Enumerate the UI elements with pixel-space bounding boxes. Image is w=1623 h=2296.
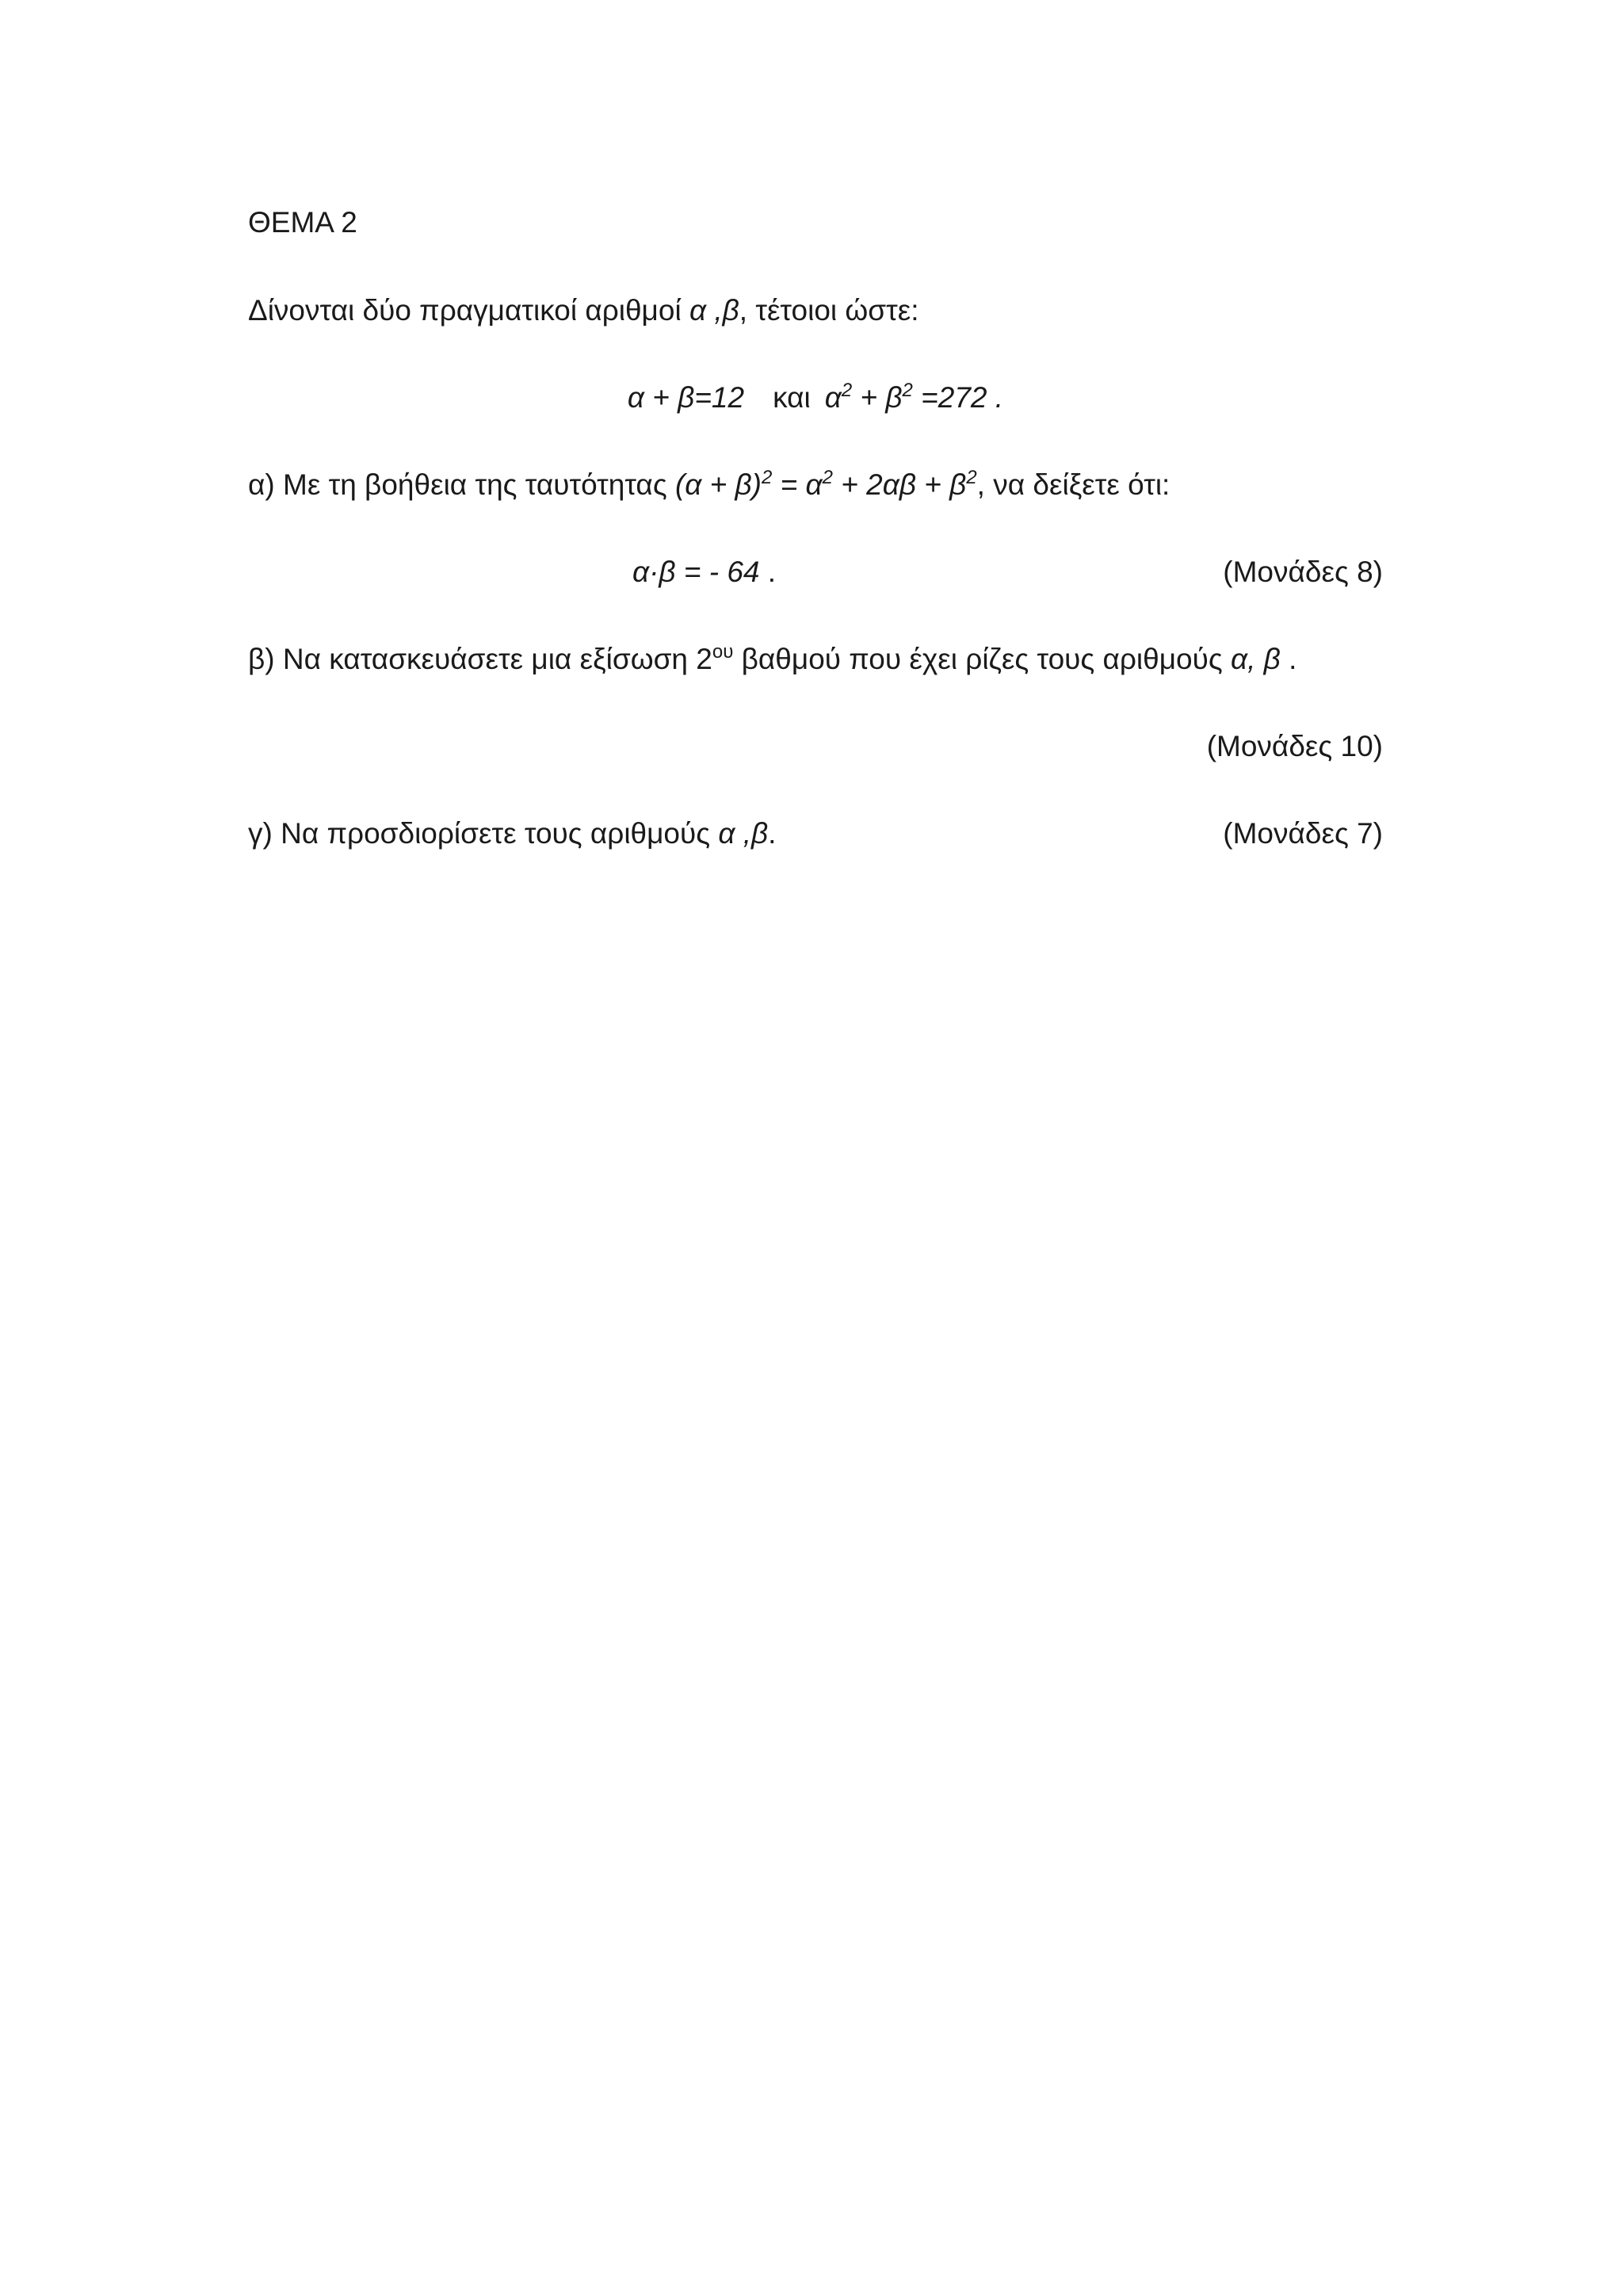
sum-squares-b-exp: 2 [902, 380, 913, 401]
part-b-mid: βαθμού που έχει ρίζες τους αριθμούς [733, 643, 1231, 675]
product-result-tail: . [759, 556, 777, 588]
part-a-points-text: (Μονάδες 8) [1223, 556, 1383, 588]
part-a-result [632, 557, 776, 586]
part-a-tail: , να δείξετε ότι: [976, 468, 1170, 501]
problem-intro [248, 296, 919, 325]
sum-squares-b: + β [852, 381, 903, 414]
part-a-label: α) Με τη βοήθεια της ταυτότητας [248, 468, 675, 501]
part-c-points-text: (Μονάδες 7) [1223, 817, 1383, 850]
part-c-tail: . [768, 817, 777, 850]
identity-eq: = α [772, 468, 823, 501]
part-c-label: γ) Να προσδιορίσετε τους αριθμούς [248, 817, 719, 850]
part-b-vars: α, β [1230, 643, 1281, 675]
part-c-points [1223, 819, 1383, 848]
problem-heading [248, 208, 357, 237]
part-a-points [1223, 557, 1383, 586]
part-b-points [1207, 732, 1383, 761]
connector-and: και [773, 381, 811, 414]
part-b-label: β) Να κατασκευάσετε μια εξίσωση 2 [248, 643, 712, 675]
part-b-points-text: (Μονάδες 10) [1206, 730, 1383, 762]
identity-lhs: (α + β) [674, 468, 762, 501]
part-b-question [248, 641, 1297, 675]
part-b-tail: . [1280, 643, 1297, 675]
sum-squares-a-exp: 2 [841, 380, 853, 401]
product-result: α·β = - 64 [632, 556, 760, 588]
intro-rest: , τέτοιοι ώστε: [739, 294, 919, 327]
sum-squares-value: =272 . [912, 381, 1004, 414]
heading-text: ΘΕΜΑ 2 [248, 206, 357, 239]
ordinal-suffix: ου [712, 641, 734, 663]
identity-mid: + 2αβ + β [833, 468, 967, 501]
identity-lhs-exp: 2 [762, 467, 773, 488]
part-a-question [248, 467, 1170, 501]
identity-b-exp: 2 [966, 467, 977, 488]
given-equations [248, 380, 1383, 414]
part-c-vars: α ,β [718, 817, 769, 850]
part-c-question [248, 819, 776, 848]
sum-squares-a: α [824, 381, 842, 414]
intro-text: Δίνονται δύο πραγματικοί αριθμοί [248, 294, 689, 327]
equation-sum: α + β=12 [627, 381, 745, 414]
intro-vars: α ,β [689, 294, 739, 327]
identity-a-exp: 2 [822, 467, 834, 488]
